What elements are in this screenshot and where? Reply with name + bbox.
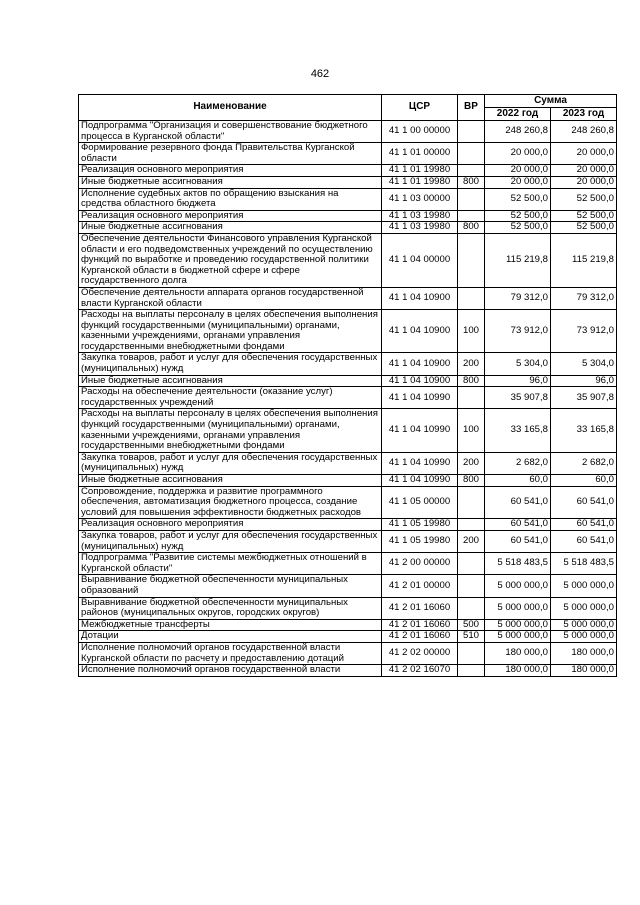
header-vr: ВР [458,95,485,121]
cell-2022: 73 912,0 [485,310,551,353]
cell-2023: 60 541,0 [551,530,617,552]
cell-2022: 180 000,0 [485,665,551,677]
cell-2023: 5 000 000,0 [551,575,617,597]
cell-2022: 2 682,0 [485,452,551,474]
cell-vr: 800 [458,176,485,188]
cell-name: Иные бюджетные ассигнования [79,222,382,234]
table-row [79,452,617,474]
cell-csr: 41 1 04 00000 [382,233,458,287]
cell-name: Реализация основного мероприятия [79,519,382,531]
cell-vr [458,210,485,222]
cell-vr [458,597,485,619]
cell-name: Исполнение судебных актов по обращению взыскания на средства областного бюджета [79,188,382,210]
cell-csr: 41 1 04 10900 [382,310,458,353]
cell-vr [458,143,485,165]
cell-2023: 60 541,0 [551,519,617,531]
cell-2022: 52 500,0 [485,188,551,210]
cell-2023: 52 500,0 [551,222,617,234]
cell-2022: 5 000 000,0 [485,619,551,631]
cell-2023: 180 000,0 [551,665,617,677]
header-name: Наименование [79,95,382,121]
cell-2023: 52 500,0 [551,210,617,222]
cell-csr: 41 1 05 00000 [382,486,458,519]
cell-2023: 73 912,0 [551,310,617,353]
cell-2023: 20 000,0 [551,176,617,188]
cell-name: Иные бюджетные ассигнования [79,176,382,188]
cell-2022: 5 000 000,0 [485,631,551,643]
cell-vr [458,233,485,287]
cell-vr: 510 [458,631,485,643]
cell-csr: 41 2 01 16060 [382,619,458,631]
cell-name: Сопровождение, поддержка и развитие программного обеспечения, автоматизация бюджетного процесса, создание условий для повышения эффективности бюджетных расходов [79,486,382,519]
page-number: 462 [310,68,330,80]
cell-vr [458,519,485,531]
budget-table [78,94,617,677]
cell-name: Дотации [79,631,382,643]
cell-name: Иные бюджетные ассигнования [79,475,382,487]
cell-vr [458,287,485,309]
cell-2023: 5 000 000,0 [551,597,617,619]
table-row [79,143,617,165]
table-row [79,287,617,309]
cell-name: Межбюджетные трансферты [79,619,382,631]
cell-name: Расходы на обеспечение деятельности (оказание услуг) государственных учреждений [79,387,382,409]
cell-csr: 41 1 05 19980 [382,530,458,552]
cell-name: Формирование резервного фонда Правительства Курганской области [79,143,382,165]
cell-csr: 41 2 01 16060 [382,631,458,643]
cell-2022: 52 500,0 [485,222,551,234]
table-row [79,353,617,375]
cell-vr: 100 [458,310,485,353]
cell-name: Исполнение полномочий органов государственной власти [79,665,382,677]
cell-name: Закупка товаров, работ и услуг для обеспечения государственных (муниципальных) нужд [79,530,382,552]
header-csr: ЦСР [382,95,458,121]
cell-name: Реализация основного мероприятия [79,165,382,177]
cell-2022: 20 000,0 [485,165,551,177]
cell-name: Закупка товаров, работ и услуг для обеспечения государственных (муниципальных) нужд [79,452,382,474]
table-body [79,121,617,677]
cell-2022: 180 000,0 [485,642,551,664]
cell-csr: 41 1 03 19980 [382,210,458,222]
table-row [79,188,617,210]
cell-name: Расходы на выплаты персоналу в целях обеспечения выполнения функций государственными (муниципальными) органами, казенными учреждениями, органами управления государственными внебюджетными фондами [79,310,382,353]
cell-csr: 41 1 00 00000 [382,121,458,143]
cell-vr: 200 [458,530,485,552]
cell-vr: 800 [458,475,485,487]
cell-2023: 35 907,8 [551,387,617,409]
cell-csr: 41 1 01 00000 [382,143,458,165]
table-row [79,665,617,677]
cell-2023: 20 000,0 [551,143,617,165]
table-row [79,486,617,519]
table-row [79,387,617,409]
cell-2022: 60 541,0 [485,486,551,519]
table-row [79,475,617,487]
cell-csr: 41 1 03 19980 [382,222,458,234]
cell-2023: 115 219,8 [551,233,617,287]
cell-name: Исполнение полномочий органов государственной власти Курганской области по расчету и предоставлению дотаций [79,642,382,664]
table-row [79,530,617,552]
cell-csr: 41 2 02 00000 [382,642,458,664]
cell-name: Реализация основного мероприятия [79,210,382,222]
cell-vr [458,575,485,597]
table-row [79,165,617,177]
table-row [79,310,617,353]
cell-vr [458,642,485,664]
cell-2022: 5 000 000,0 [485,575,551,597]
cell-2023: 5 518 483,5 [551,553,617,575]
cell-csr: 41 1 04 10990 [382,409,458,452]
cell-2023: 60 541,0 [551,486,617,519]
cell-csr: 41 2 01 16060 [382,597,458,619]
cell-2022: 248 260,8 [485,121,551,143]
cell-vr: 800 [458,375,485,387]
cell-name: Обеспечение деятельности аппарата органов государственной власти Курганской области [79,287,382,309]
header-sum: Сумма [485,95,617,108]
cell-name: Расходы на выплаты персоналу в целях обеспечения выполнения функций государственными (муниципальными) органами, казенными учреждениями, органами управления государственными внебюджетными фондами [79,409,382,452]
cell-csr: 41 1 01 19980 [382,165,458,177]
cell-csr: 41 2 02 16070 [382,665,458,677]
cell-2023: 60,0 [551,475,617,487]
cell-2023: 5 000 000,0 [551,631,617,643]
cell-2023: 79 312,0 [551,287,617,309]
cell-vr: 500 [458,619,485,631]
cell-2022: 20 000,0 [485,176,551,188]
cell-2023: 248 260,8 [551,121,617,143]
table-row [79,631,617,643]
cell-name: Закупка товаров, работ и услуг для обеспечения государственных (муниципальных) нужд [79,353,382,375]
cell-vr [458,665,485,677]
table-row [79,597,617,619]
cell-vr [458,553,485,575]
cell-csr: 41 1 04 10900 [382,375,458,387]
cell-vr: 100 [458,409,485,452]
header-year-2023: 2023 год [551,108,617,121]
cell-csr: 41 1 03 00000 [382,188,458,210]
cell-csr: 41 1 04 10990 [382,475,458,487]
table-row [79,575,617,597]
cell-2022: 5 000 000,0 [485,597,551,619]
cell-2023: 5 000 000,0 [551,619,617,631]
table-row [79,409,617,452]
cell-csr: 41 1 04 10900 [382,287,458,309]
cell-2023: 2 682,0 [551,452,617,474]
table-row [79,176,617,188]
table-row [79,642,617,664]
cell-name: Обеспечение деятельности Финансового управления Курганской области и его подведомственных учреждений по осуществлению функций по выработке и проведению государственной политики Курганской области в бюджетной сфере и сфере государственного долга [79,233,382,287]
table-row [79,222,617,234]
cell-csr: 41 1 04 10990 [382,387,458,409]
cell-2023: 96,0 [551,375,617,387]
table-row [79,233,617,287]
cell-2023: 33 165,8 [551,409,617,452]
table-header [79,95,617,121]
cell-2023: 52 500,0 [551,188,617,210]
cell-vr: 200 [458,353,485,375]
cell-name: Иные бюджетные ассигнования [79,375,382,387]
cell-2022: 5 304,0 [485,353,551,375]
table-row [79,619,617,631]
cell-2022: 52 500,0 [485,210,551,222]
table-row [79,121,617,143]
cell-2022: 79 312,0 [485,287,551,309]
cell-csr: 41 1 04 10990 [382,452,458,474]
cell-csr: 41 2 00 00000 [382,553,458,575]
cell-csr: 41 2 01 00000 [382,575,458,597]
table-row [79,210,617,222]
cell-2022: 96,0 [485,375,551,387]
cell-2022: 60 541,0 [485,519,551,531]
cell-vr [458,165,485,177]
cell-2023: 20 000,0 [551,165,617,177]
cell-csr: 41 1 01 19980 [382,176,458,188]
cell-name: Выравнивание бюджетной обеспеченности муниципальных образований [79,575,382,597]
cell-name: Подпрограмма "Организация и совершенствование бюджетного процесса в Курганской области" [79,121,382,143]
cell-name: Выравнивание бюджетной обеспеченности муниципальных районов (муниципальных округов, городских округов) [79,597,382,619]
cell-2022: 60 541,0 [485,530,551,552]
cell-vr: 800 [458,222,485,234]
cell-2022: 33 165,8 [485,409,551,452]
table-row [79,519,617,531]
cell-vr [458,188,485,210]
cell-2022: 20 000,0 [485,143,551,165]
header-year-2022: 2022 год [485,108,551,121]
cell-csr: 41 1 05 19980 [382,519,458,531]
cell-name: Подпрограмма "Развитие системы межбюджетных отношений в Курганской области" [79,553,382,575]
cell-vr [458,387,485,409]
table-row [79,375,617,387]
cell-vr: 200 [458,452,485,474]
cell-2022: 115 219,8 [485,233,551,287]
cell-2022: 60,0 [485,475,551,487]
cell-vr [458,486,485,519]
cell-vr [458,121,485,143]
table-row [79,553,617,575]
cell-2023: 5 304,0 [551,353,617,375]
cell-2023: 180 000,0 [551,642,617,664]
cell-2022: 35 907,8 [485,387,551,409]
cell-2022: 5 518 483,5 [485,553,551,575]
cell-csr: 41 1 04 10900 [382,353,458,375]
